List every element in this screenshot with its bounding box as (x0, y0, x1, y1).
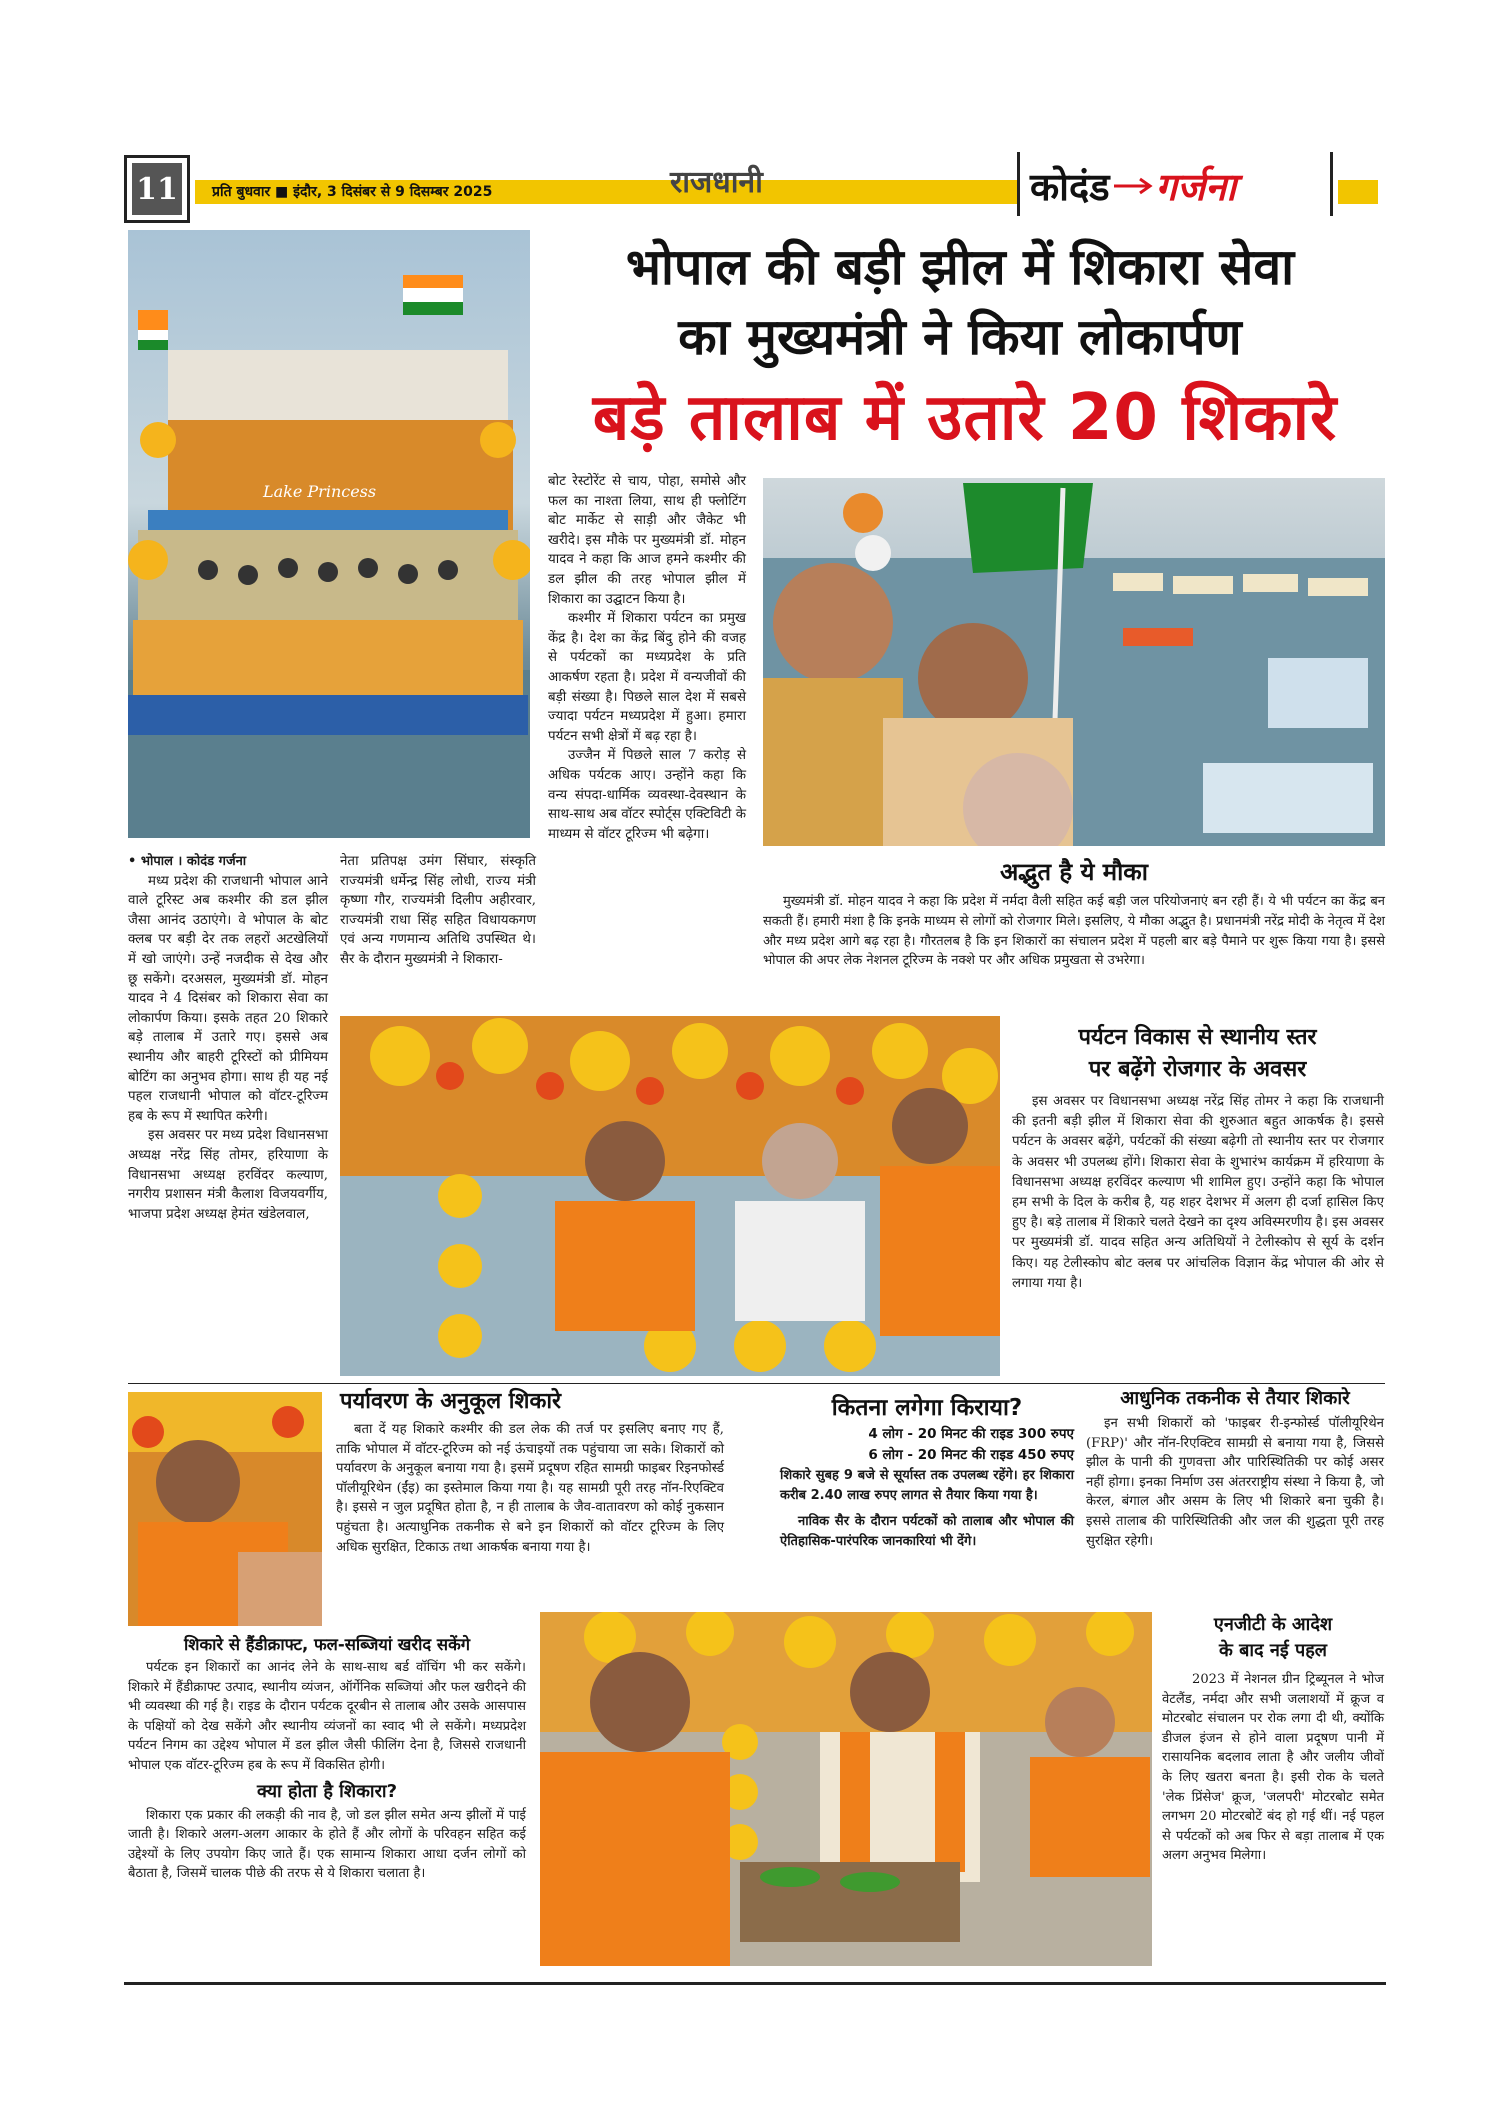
cm-eating-scene (128, 1392, 322, 1626)
kiraya-text-2: नाविक सैर के दौरान पर्यटकों को तालाब और भोपाल की ऐतिहासिक-पारंपरिक जानकारियां भी देंगे। (780, 1514, 1074, 1549)
headline-line-2: का मुख्यमंत्री ने किया लोकार्पण (678, 308, 1242, 366)
brand-name-black: कोदंड (1030, 165, 1110, 209)
header-yellow-bar-right (1338, 180, 1378, 204)
dateline: प्रति बुधवार ■ इंदौर, 3 दिसंबर से 9 दिसम्बर 2025 (212, 184, 493, 200)
headline-main (540, 232, 1380, 372)
boat-sign-text: Lake Princess (263, 482, 377, 501)
boat-illustration (128, 230, 530, 838)
story-col1-para-1: मध्य प्रदेश की राजधानी भोपाल आने वाले टूरिस्ट अब कश्मीर की डल झील जैसा आनंद उठाएंगे। वे भोपाल के बोट क्लब पर बड़ी देर तक लहरों अटखेलियों में खो जाएंगे। उन्हें नजदीक से देख और छू सकेंगे। दरअसल, मुख्यमंत्री डॉ. मोहन यादव ने 4 दिसंबर को शिकारा सेवा का लोकार्पण किया। इसके तहत 20 शिकारे बड़े तालाब में उतारे गए। इससे अब स्थानीय और बाहरी टूरिस्टों को प्रीमियम बोटिंग का अनुभव होगा। साथ ही यह नई पहल राजधानी भोपाल को वॉटर-टूरिज्म हब के रूप में स्थापित करेगी। (128, 873, 328, 1124)
story-col3-text (548, 472, 746, 844)
story-col3-para-2: कश्मीर में शिकारा पर्यटन का प्रमुख केंद्र है। देश का केंद्र बिंदु होने की वजह से पर्यटकों का मध्यप्रदेश के प्रति आकर्षण रहता है। प्रदेश में वन्यजीवों की बड़ी संख्या है। पिछले साल देश में सबसे ज्यादा पर्यटन मध्यप्रदेश में हुआ। हमारा पर्यटन सभी क्षेत्रों में बढ़ रहा है। (548, 611, 746, 744)
rojgar-text: इस अवसर पर विधानसभा अध्यक्ष नरेंद्र सिंह तोमर ने कहा कि राजधानी की इतनी बड़ी झील में शिकारा सेवा की शुरुआत बहुत आकर्षक है। इससे पर्यटन के अवसर बढ़ेंगे, पर्यटकों की संख्या बढ़ेगी तो स्थानीय स्तर पर रोजगार के अवसर भी उपलब्ध होंगे। शिकारा सेवा के शुभारंभ कार्यक्रम में हरियाणा के विधानसभा अध्यक्ष हरविंदर कल्याण भी शामिल हुए। उन्होंने कहा कि भोपाल हम सभी के दिल के करीब है, यह शहर देशभर में अलग ही दर्जा हासिल किए हुए है। बड़े तालाब में शिकारे चलते देखने का दृश्य अविस्मरणीय है। इस अवसर पर मुख्यमंत्री डॉ. यादव सहित अन्य अतिथियों ने टेलीस्कोप से सूर्य के दर्शन किए। यह टेलीस्कोप बोट क्लब पर आंचलिक विज्ञान केंद्र भोपाल की ओर से लगाया गया है। (1012, 1094, 1384, 1291)
footer-rule (124, 1982, 1386, 1985)
page-number: 11 (132, 163, 182, 215)
photo-lake-princess-boat (128, 230, 530, 838)
rojgar-heading-line-1: पर्यटन विकास से स्थानीय स्तर (1078, 1025, 1317, 1050)
brand-logo (1030, 158, 1330, 214)
ngt-heading-line-2: के बाद नई पहल (1219, 1640, 1327, 1661)
kiraya-line-1: 4 लोग - 20 मिनट की राइड 300 रुपए (868, 1426, 1074, 1442)
handicraft-box (128, 1632, 526, 1884)
story-col1-para-2: इस अवसर पर मध्य प्रदेश विधानसभा अध्यक्ष नरेंद्र सिंह तोमर, हरियाणा के विधानसभा अध्यक्ष हरविंदर कल्याण, नगरीय प्रशासन मंत्री कैलाश विजयवर्गीय, भाजपा प्रदेश अध्यक्ष हेमंत खंडेलवाल, (128, 1128, 328, 1222)
paryavaran-box (336, 1384, 724, 1557)
paryavaran-heading: पर्यावरण के अनुकूल शिकारे (340, 1389, 562, 1414)
photo-cm-waving-flag (763, 478, 1385, 846)
adhunik-heading: आधुनिक तकनीक से तैयार शिकारे (1120, 1388, 1350, 1409)
photo-cm-vegetables (540, 1612, 1152, 1966)
kiraya-box (780, 1392, 1074, 1552)
section-title: राजधानी (670, 165, 763, 200)
header-divider-left (1017, 152, 1020, 216)
headline-red: बड़े तालाब में उतारे 20 शिकारे (592, 381, 1338, 455)
ngt-box (1162, 1612, 1384, 1866)
rojgar-heading-line-2: पर बढ़ेंगे रोजगार के अवसर (1088, 1057, 1307, 1082)
headline-line-1: भोपाल की बड़ी झील में शिकारा सेवा (625, 238, 1295, 296)
handicraft-heading: शिकारे से हैंडीक्राफ्ट, फल-सब्जियां खरीद सकेंगे (183, 1635, 471, 1654)
ngt-text: 2023 में नेशनल ग्रीन ट्रिब्यूनल ने भोज वेटलैंड, नर्मदा और सभी जलाशयों में क्रूज व मोटरबोट संचालन पर रोक लगा दी थी, क्योंकि डीजल इंजन से होने वाला प्रदूषण पानी में रासायनिक बदलाव लाता है और जलीय जीवों के लिए खतरा बनता है। इसी रोक के चलते 'लेक प्रिंसेज' क्रूज, 'जलपरी' मोटरबोट समेत लगभग 20 मोटरबोटें बंद हो गई थीं। नई पहल से पर्यटकों को अब फिर से बड़ा तालाब में एक अलग अनुभव मिलेगा। (1162, 1672, 1384, 1864)
adhunik-box (1086, 1384, 1384, 1551)
handicraft-text: पर्यटक इन शिकारों का आनंद लेने के साथ-साथ बर्ड वॉचिंग भी कर सकेंगे। शिकारे में हैंडीक्राफ्ट उत्पाद, स्थानीय व्यंजन, ऑर्गेनिक सब्जियां और फल खरीदने की भी व्यवस्था की गई है। राइड के दौरान पर्यटक दूरबीन से तालाब और उसके आसपास के पक्षियों को देख सकेंगे और स्थानीय व्यंजनों का स्वाद भी ले सकेंगे। मध्यप्रदेश पर्यटन निगम का उद्देश्य भोपाल में डल झील जैसी फीलिंग देना है, जिससे राजधानी भोपाल एक वॉटर-टूरिज्म हब के रूप में विकसित होगी। (128, 1660, 526, 1773)
adbhut-heading: अद्भुत है ये मौका (1000, 858, 1148, 886)
story-col2 (340, 852, 536, 970)
kya-text: शिकारा एक प्रकार की लकड़ी की नाव है, जो डल झील समेत अन्य झीलों में पाई जाती है। शिकारे अलग-अलग आकार के होते हैं और लोगों के परिवहन सहित कई उद्देश्यों के लिए उपयोग किए जाते हैं। एक सामान्य शिकारा आधा दर्जन लोगों को बैठाता है, जिसमें चालक पीछे की तरफ से ये शिकारा चलाता है। (128, 1807, 526, 1882)
flag-scene (763, 478, 1385, 846)
adbhut-text: मुख्यमंत्री डॉ. मोहन यादव ने कहा कि प्रदेश में नर्मदा वैली सहित कई बड़ी जल परियोजनाएं बन रही हैं। ये भी पर्यटन का केंद्र बन सकती हैं। हमारी मंशा है कि इनके माध्यम से लोगों को रोजगार मिले। इसलिए, ये मौका अद्भुत है। प्रधानमंत्री नरेंद्र मोदी के नेतृत्व में देश और मध्य प्रदेश आगे बढ़ रहा है। गौरतलब है कि इन शिकारों का संचालन प्रदेश में पहली बार बड़े पैमाने पर शुरू किया गया है। इससे भोपाल की अपर लेक नेशनल टूरिज्म के नक्शे पर और अधिक प्रमुखता से उभरेगा। (763, 894, 1385, 969)
ngt-heading (1162, 1612, 1384, 1664)
rojgar-heading (1010, 1022, 1385, 1086)
adhunik-text: इन सभी शिकारों को 'फाइबर री-इन्फोर्स्ड पॉलीयूरिथेन (FRP)' और नॉन-रिएक्टिव सामग्री से बनाया गया है, जिससे झील के पानी की गुणवत्ता और पारिस्थितिकी पर कोई असर नहीं होगा। इनका निर्माण उस अंतरराष्ट्रीय संस्था ने किया है, जो केरल, बंगाल और असम के लिए भी शिकारे बना चुकी है। इससे तालाब की पारिस्थितिकी और जल की शुद्धता पूरी तरह सुरक्षित रहेगी। (1086, 1416, 1384, 1549)
photo-cm-shikara-garlands (340, 1016, 1000, 1376)
kiraya-text-1: शिकारे सुबह 9 बजे से सूर्यास्त तक उपलब्ध रहेंगे। हर शिकारा करीब 2.40 लाख रुपए लागत से तैयार किया गया है। (780, 1468, 1074, 1503)
story-col1 (128, 852, 328, 1224)
kiraya-line-2: 6 लोग - 20 मिनट की राइड 450 रुपए (868, 1447, 1074, 1463)
story-byline: • भोपाल । कोदंड गर्जना (128, 854, 247, 869)
kiraya-heading: कितना लगेगा किराया? (831, 1395, 1023, 1421)
photo-cm-eating (128, 1392, 322, 1626)
brand-name-red: गर्जना (1155, 165, 1237, 209)
story-col2-para: नेता प्रतिपक्ष उमंग सिंघार, संस्कृति राज्यमंत्री धर्मेन्द्र सिंह लोधी, राज्य मंत्री कृष्णा गौर, राज्यमंत्री दिलीप अहीरवार, राज्यमंत्री राधा सिंह सहित विधायकगण एवं अन्य गणमान्य अतिथि उपस्थित थे। सैर के दौरान मुख्यमंत्री ने शिकारा- (340, 854, 536, 967)
paryavaran-text: बता दें यह शिकारे कश्मीर की डल लेक की तर्ज पर इसलिए बनाए गए हैं, ताकि भोपाल में वॉटर-टूरिज्म को नई ऊंचाइयों तक पहुंचाया जा सके। शिकारों को पर्यावरण के अनुकूल बनाया गया है। इसमें प्रदूषण रहित सामग्री फाइबर रिइनफोर्स्ड पॉलीयूरिथेन (ईंइ) का इस्तेमाल किया गया है। यह सामग्री पूरी तरह नॉन-रिएक्टिव है। इससे न जुल प्रदूषित होता है, न ही तालाब के जैव-वातावरण को कोई नुकसान पहुंचता है। अत्याधुनिक तकनीक से बने इन शिकारों को वॉटर टूरिज्म के लिए अधिक सुरक्षित, टिकाऊ तथा आकर्षक बनाया गया है। (336, 1422, 724, 1555)
story-col3-para-3: उज्जैन में पिछले साल 7 करोड़ से अधिक पर्यटक आए। उन्होंने कहा कि वन्य संपदा-धार्मिक व्यवस्था-देवस्थान के साथ-साथ अब वॉटर स्पोर्ट्स एक्टिविटी के माध्यम से वॉटर टूरिज्म भी बढ़ेगा। (548, 748, 746, 842)
garland-scene (340, 1016, 1000, 1376)
kya-heading: क्या होता है शिकारा? (256, 1780, 398, 1802)
story-col3-para-1: बोट रेस्टोरेंट से चाय, पोहा, समोसे और फल का नाश्ता लिया, साथ ही फ्लोटिंग बोट मार्केट से साड़ी और जैकेट भी खरीदे। इस मौके पर मुख्यमंत्री डॉ. मोहन यादव ने कहा कि आज हमने कश्मीर की डल झील की तरह भोपाल झील में शिकारा का उद्घाटन किया है। (548, 474, 746, 607)
page-number-box (124, 155, 190, 223)
arrow-icon (1112, 176, 1154, 196)
vegetables-scene (540, 1612, 1152, 1966)
header-divider-right (1330, 152, 1333, 216)
ngt-heading-line-1: एनजीटी के आदेश (1213, 1614, 1333, 1635)
